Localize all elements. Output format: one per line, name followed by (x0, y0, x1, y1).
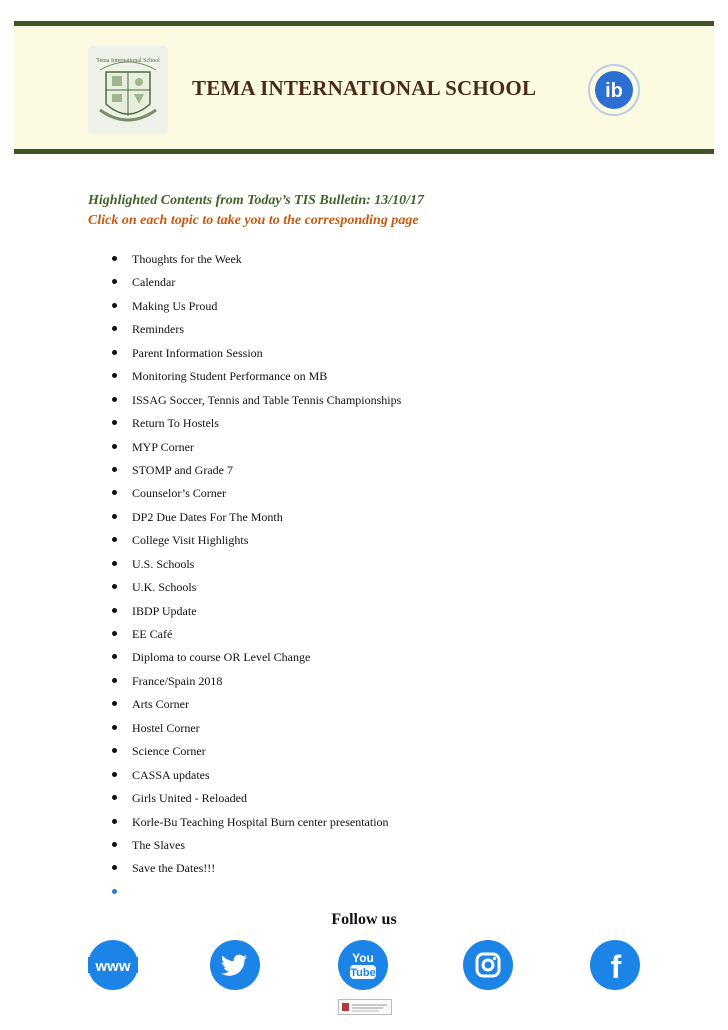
follow-us-heading: Follow us (331, 911, 397, 928)
ib-logo (588, 64, 640, 116)
crest-text: Tema International School (96, 58, 160, 64)
topic-link[interactable]: Making Us Proud (0, 297, 401, 320)
bulletin-subtitle: Click on each topic to take you to the corresponding page (88, 213, 419, 228)
topic-link[interactable]: France/Spain 2018 (0, 672, 401, 695)
youtube-icon-top: You (352, 951, 374, 965)
topic-link[interactable]: IBDP Update (0, 602, 401, 625)
topic-link[interactable]: Thoughts for the Week (0, 250, 401, 273)
topic-link[interactable]: MYP Corner (0, 438, 401, 461)
topic-link[interactable]: DP2 Due Dates For The Month (0, 508, 401, 531)
www-icon-text: www (95, 958, 131, 975)
topic-link[interactable]: U.K. Schools (0, 578, 401, 601)
topic-link[interactable]: Return To Hostels (0, 414, 401, 437)
school-crest-logo (88, 46, 168, 134)
topic-list (0, 250, 401, 906)
topic-link[interactable]: College Visit Highlights (0, 531, 401, 554)
topic-link[interactable]: Reminders (0, 320, 401, 343)
topic-link[interactable]: Hostel Corner (0, 719, 401, 742)
www-icon[interactable] (88, 940, 138, 990)
topic-link[interactable]: The Slaves (0, 836, 401, 859)
school-name: TEMA INTERNATIONAL SCHOOL (192, 76, 537, 100)
topic-link[interactable]: Science Corner (0, 742, 401, 765)
topic-link[interactable]: STOMP and Grade 7 (0, 461, 401, 484)
header-banner (14, 21, 714, 154)
facebook-icon[interactable] (590, 940, 640, 990)
topic-link[interactable]: CASSA updates (0, 766, 401, 789)
topic-link[interactable]: ISSAG Soccer, Tennis and Table Tennis Championships (0, 391, 401, 414)
instagram-icon[interactable] (463, 940, 513, 990)
topic-link[interactable]: U.S. Schools (0, 555, 401, 578)
topic-link[interactable]: Diploma to course OR Level Change (0, 648, 401, 671)
ib-logo-text: ib (605, 80, 623, 102)
youtube-icon[interactable] (338, 940, 388, 990)
topic-link[interactable]: Korle-Bu Teaching Hospital Burn center presentation (0, 813, 401, 836)
topic-link[interactable]: Arts Corner (0, 695, 401, 718)
topic-link[interactable]: Monitoring Student Performance on MB (0, 367, 401, 390)
bulletin-title: Highlighted Contents from Today’s TIS Bulletin: 13/10/17 (88, 193, 425, 208)
youtube-icon-bottom: Tube (350, 967, 376, 979)
topic-link[interactable]: Counselor’s Corner (0, 484, 401, 507)
topic-link[interactable]: Girls United - Reloaded (0, 789, 401, 812)
twitter-icon[interactable] (210, 940, 260, 990)
empty-list-item (0, 883, 401, 906)
topic-link[interactable]: EE Café (0, 625, 401, 648)
topic-link[interactable]: Calendar (0, 273, 401, 296)
topic-link[interactable]: Parent Information Session (0, 344, 401, 367)
facebook-icon-text: f (610, 949, 622, 985)
cambridge-logo (338, 999, 392, 1015)
topic-link[interactable]: Save the Dates!!! (0, 859, 401, 882)
